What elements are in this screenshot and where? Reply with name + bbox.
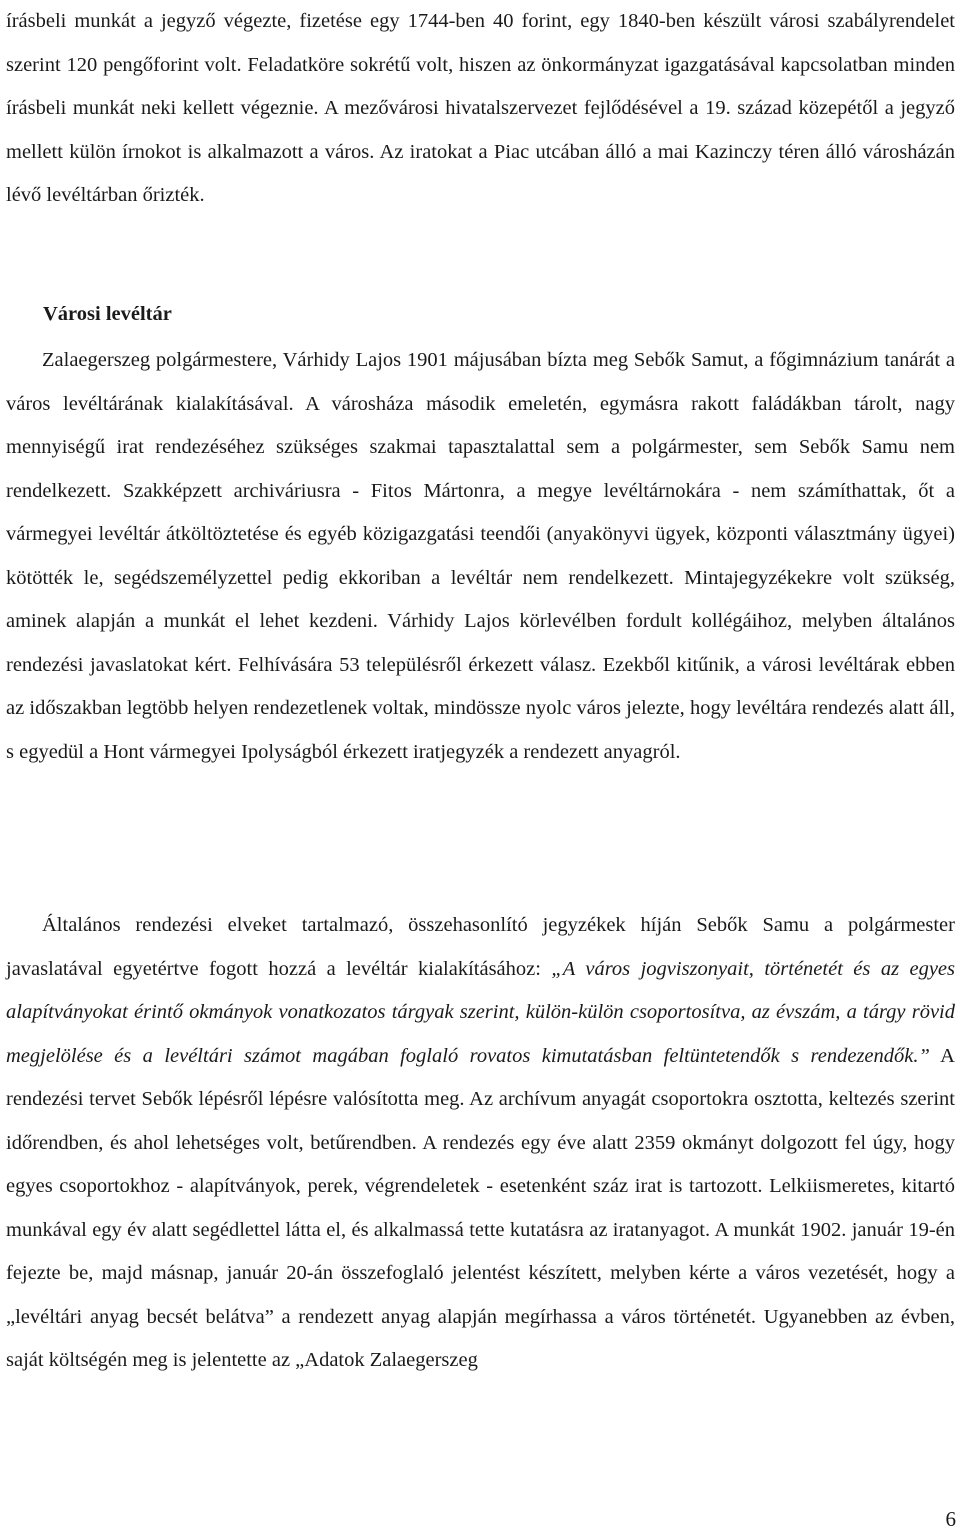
body-paragraph	[6, 904, 955, 1383]
body-paragraph: Zalaegerszeg polgármestere, Várhidy Lajos 1901 májusában bízta meg Sebők Samut, a főgimnázium tanárát a város levéltárának kialakításával. A városháza második emeletén, egymásra rakott faládákban tárolt, nagy mennyiségű irat rendezéséhez szükséges szakmai tapasztalattal sem a polgármester, sem Sebők Samu nem rendelkezett. Szakképzett archiváriusra - Fitos Mártonra, a megye levéltárnokára - nem számíthattak, őt a vármegyei levéltár átköltöztetése és egyéb közigazgatási teendői (anyakönyvi ügyek, központi választmány ügyei) kötötték le, segédszemélyzettel pedig ekkoriban a levéltár nem rendelkezett. Mintajegyzékekre volt szükség, aminek alapján a munkát el lehet kezdeni. Várhidy Lajos körlevélben fordult kollégáihoz, melyben általános rendezési javaslatokat kért. Felhívására 53 településről érkezett válasz. Ezekből kitűnik, a városi levéltárak ebben az időszakban legtöbb helyen rendezetlenek voltak, mindössze nyolc város jelezte, hogy levéltára rendezés alatt áll, s egyedül a Hont vármegyei Ipolyságból érkezett iratjegyzék a rendezett anyagról.	[6, 349, 955, 763]
paragraph-text: Általános rendezési elveket tartalmazó, összehasonlító jegyzékek híján Sebők Samu a polgármester javaslatával egyetértve fogott hozzá a levéltár kialakításához:	[6, 914, 955, 980]
italic-quote: „A város jogviszonyait, történetét és az egyes alapítványokat érintő okmányok vonatkozatos tárgyak szerint, külön-külön csoportosítva, az évszám, a tárgy rövid megjelölése és a levéltári számot magában foglaló rovatos kimutatásban feltüntetendők s rendezendők.”	[6, 957, 955, 1067]
document-page	[6, 0, 955, 1537]
page-number: 6	[945, 1507, 956, 1531]
section-heading: Városi levéltár	[43, 303, 172, 325]
paragraph-text: A rendezési tervet Sebők lépésről lépésre valósította meg. Az archívum anyagát csoportokra osztotta, keltezés szerint időrendben, és ahol lehetséges volt, betűrendben. A rendezés egy éve alatt 2359 okmányt dolgozott fel úgy, hogy egyes csoportokhoz - alapítványok, perek, végrendeletek - esetenként száz irat is tartozott. Lelkiismeretes, kitartó munkával egy év alatt segédlettel látta el, és alkalmassá tette kutatásra az iratanyagot. A munkát 1902. január 19-én fejezte be, majd másnap, január 20-án összefoglaló jelentést készített, melyben kérte a város vezetését, hogy a „levéltári anyag becsét belátva” a rendezett anyag alapján megírhassa a város történetét. Ugyanebben az évben, saját költségén meg is jelentette az „Adatok Zalaegerszeg	[6, 1044, 955, 1372]
body-paragraph: írásbeli munkát a jegyző végezte, fizetése egy 1744-ben 40 forint, egy 1840-ben készült városi szabályrendelet szerint 120 pengőforint volt. Feladatköre sokrétű volt, hiszen az önkormányzat igazgatásával kapcsolatban minden írásbeli munkát neki kellett végeznie. A mezővárosi hivatalszervezet fejlődésével a 19. század közepétől a jegyző mellett külön írnokot is alkalmazott a város. Az iratokat a Piac utcában álló a mai Kazinczy téren álló városházán lévő levéltárban őrizték.	[6, 10, 955, 207]
